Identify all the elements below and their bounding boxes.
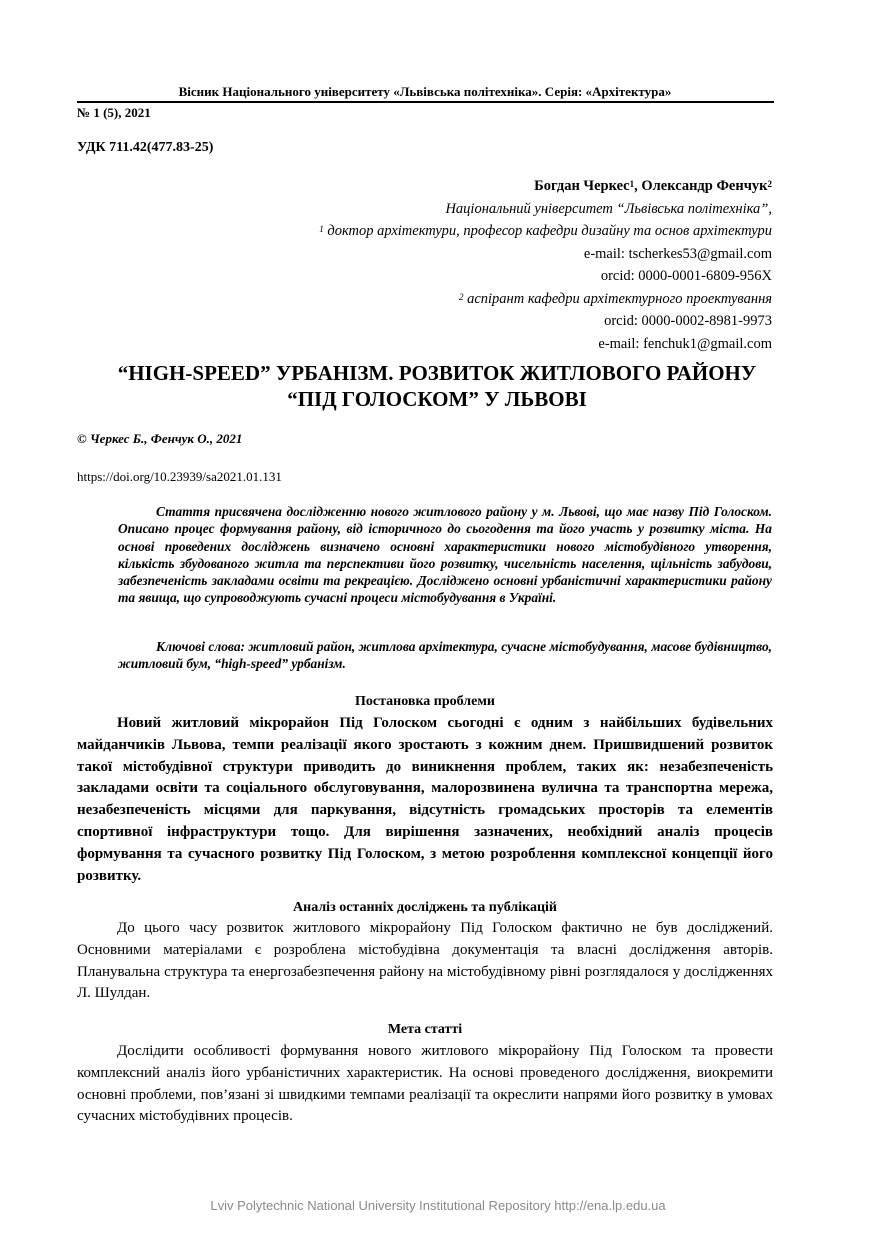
section-heading-aim: Мета статті bbox=[387, 1022, 463, 1037]
author-1-orcid: orcid: 0000-0001-6809-956X bbox=[600, 268, 772, 284]
author-1-position-marker: 1 bbox=[319, 224, 324, 234]
udc-code: УДК 711.42(477.83-25) bbox=[77, 140, 214, 155]
journal-header: Вісник Національного університету «Львівська політехніка». Серія: «Архітектура» bbox=[178, 84, 672, 99]
author-2-email[interactable]: e-mail: fenchuk1@gmail.com bbox=[598, 335, 772, 352]
author-2-marker: 2 bbox=[767, 179, 772, 189]
title-line-1: “HIGH-SPEED” УРБАНІЗМ. РОЗВИТОК ЖИТЛОВОГО РАЙОНУ bbox=[117, 361, 757, 385]
author-2-orcid: orcid: 0000-0002-8981-9973 bbox=[604, 313, 772, 329]
affiliation: Національний університет “Львівська політехніка”, bbox=[445, 200, 772, 217]
author-1-email[interactable]: e-mail: tscherkes53@gmail.com bbox=[583, 245, 772, 262]
repository-footer: Lviv Polytechnic National University Institutional Repository http://ena.lp.edu.ua bbox=[210, 1198, 666, 1213]
author-info-block bbox=[319, 175, 772, 355]
author-1-position: $^1$ доктор архітектури, професор кафедри дизайну та основ архітектури bbox=[319, 223, 772, 239]
abstract: Стаття присвячена дослідженню нового житлового району у м. Львові, що має назву Під Голоском. Описано процес формування району, від історичного до сьогодення та його участь у розвитку міста. На основі проведених досліджень визначено основні характеристики нового містобудівного утворення, кількість збудованого житла та перспективи його розвитку, чисельність населення, щільність забудови, забезпеченість закладами освіти та рекреацією. Досліджено основні урбаністичні характеристики району та явища, що супроводжують сучасні процеси містобудування в Україні. bbox=[118, 504, 772, 606]
paper-title bbox=[77, 360, 797, 412]
author-1-marker: 1 bbox=[629, 179, 635, 189]
section-heading-analysis: Аналіз останніх досліджень та публікацій bbox=[293, 900, 557, 915]
keywords: Ключові слова: житловий район, житлова архітектура, сучасне містобудування, масове будівництво, житловий бум, “high-speed” урбанізм. bbox=[118, 639, 772, 672]
issue-number: № 1 (5), 2021 bbox=[77, 105, 151, 120]
title-line-2: “ПІД ГОЛОСКОМ” У ЛЬВОВІ bbox=[287, 387, 587, 411]
copyright: © Черкес Б., Фенчук О., 2021 bbox=[77, 431, 243, 446]
author-2-position-marker: 2 bbox=[458, 291, 464, 302]
author-1-name: Богдан Черкес bbox=[534, 178, 630, 194]
section-text-aim: Дослідити особливості формування нового житлового мікрорайону Під Голоском та провести комплексний аналіз його урбаністичних характеристик. На основі проведеного дослідження, виокремити основні проблеми, пов’язані зі швидкими темпами реалізації та окреслити напрями його розвитку в умовах сучасних містобудівних процесів. bbox=[77, 1043, 773, 1125]
doi-link[interactable]: https://doi.org/10.23939/sa2021.01.131 bbox=[77, 469, 282, 484]
section-text-problem: Новий житловий мікрорайон Під Голоском сьогодні є одним з найбільших будівельних майданчиків Львова, темпи реалізації якого зростають з кожним днем. Пришвидшений розвиток такої містобудівної структури приводить до виникнення проблем, таких як: незабезпеченість закладами освіти та соціального обслуговування, малорозвинена вулична та транспортна мережа, незабезпеченість місцями для паркування, відсутність громадських просторів та елементів спортивної інфраструктури тощо. Для вирішення зазначених, необхідний аналіз процесів формування та сучасного розвитку Під Голоском, з метою розроблення комплексної концепції його розвитку. bbox=[77, 715, 773, 884]
section-heading-problem: Постановка проблеми bbox=[355, 694, 495, 709]
author-2-position: $^2$ аспірант кафедри архітектурного проектування bbox=[458, 290, 772, 307]
author-separator: , bbox=[634, 178, 642, 194]
author-2-name: Олександр Фенчук bbox=[641, 178, 768, 194]
section-text-analysis: До цього часу розвиток житлового мікрорайону Під Голоском фактично не був досліджений. Основними матеріалами є розроблена містобудівна документація та власні дослідження авторів. Планувальна структура та енергозабезпечення району на містобудівному рівні розглядалося у дослідженнях Л. Шулдан. bbox=[77, 920, 773, 1002]
header-divider bbox=[77, 101, 774, 103]
author-names bbox=[319, 175, 772, 198]
